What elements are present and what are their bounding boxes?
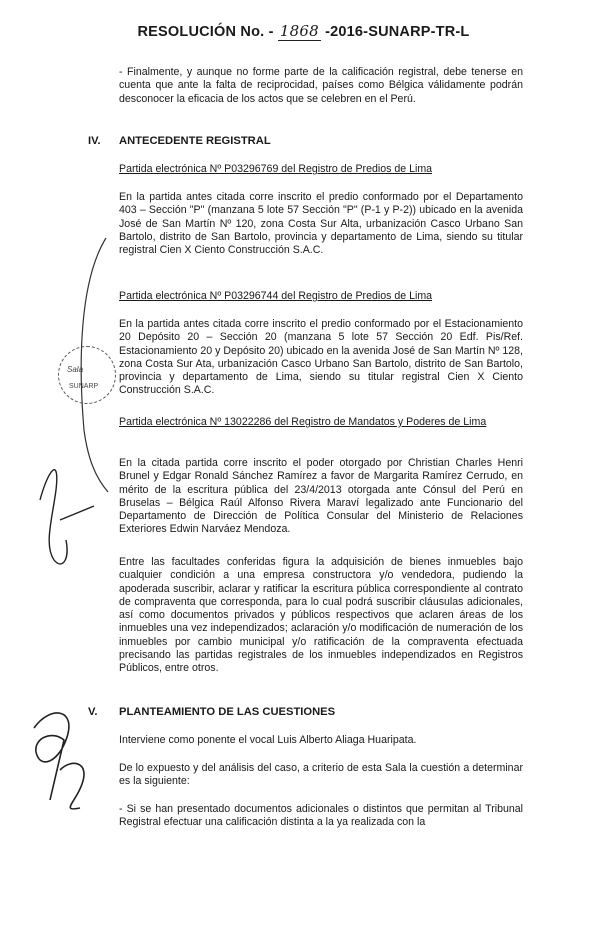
folio-number-92 (34, 713, 84, 809)
partida-1-heading: Partida electrónica Nº P03296769 del Registro de Predios de Lima (119, 163, 433, 175)
ponente-paragraph: Interviene como ponente el vocal Luis Alberto Aliaga Huaripata. (119, 734, 417, 746)
expuesto-paragraph: De lo expuesto y del análisis del caso, a criterio de esta Sala la cuestión a determinar es la siguiente: (119, 762, 523, 788)
partida-2-heading: Partida electrónica Nº P03296744 del Registro de Predios de Lima (119, 290, 433, 302)
initials-signature (40, 470, 94, 564)
partida-3-heading: Partida electrónica Nº 13022286 del Registro de Mandatos y Poderes de Lima (119, 416, 487, 428)
stamp-bottom-text: SUNARP (69, 383, 99, 390)
resolution-number-handwritten: 1868 (279, 22, 319, 40)
resolution-prefix: RESOLUCIÓN No. - (137, 24, 274, 40)
section-v-title: PLANTEAMIENTO DE LAS CUESTIONES (119, 706, 336, 718)
section-v-number: V. (88, 706, 98, 718)
stamp-top-text: Sala (67, 365, 84, 374)
resolution-suffix: -2016-SUNARP-TR-L (325, 24, 470, 40)
cuestion-paragraph: - Si se han presentado documentos adicionales o distintos que permitan al Tribunal Registral efectuar una calificación distinta a la ya realizada con la (119, 803, 523, 829)
margin-bracket-line (81, 238, 108, 492)
section-iv-title: ANTECEDENTE REGISTRAL (119, 135, 271, 147)
facultades-paragraph: Entre las facultades conferidas figura la adquisición de bienes inmuebles bajo cualquier condición a una empresa constructora y/o vendedora, pudiendo la apoderada suscribir, aclarar y ratificar la escritura pública correspondiente al contrato de compraventa que corresponda, para lo cual podrá suscribir cláusulas adicionales, así como documentos privados y públicos respectivos que aclaren áreas de los inmuebles una vez independizados; aclaración y/o modificación de numeración de los inmuebles por cambio municipal y/o ratificación de la compraventa efectuada precisando las partidas registrales de los inmuebles independizados en Registros Públicos, entre otros. (119, 556, 523, 675)
partida-3-text: En la citada partida corre inscrito el poder otorgado por Christian Charles Henri Brunel y Edgar Ronald Sánchez Ramírez a favor de Margarita Ramírez Cerrudo, en mérito de la escritura pública del 23/4/2013 otorgada ante Cónsul del Perú en Bruselas – Bélgica Raúl Alfonso Rivera Maraví legalizado ante Funcionario del Departamento de Dirección de Política Consular del Ministerio de Relaciones Exteriores Edwin Narváez Mendoza. (119, 457, 523, 536)
partida-2-text: En la partida antes citada corre inscrito el predio conformado por el Estacionamiento 20 Depósito 20 – Sección 20 (manzana 5 lote 57 Sección 20 Edf. Pis/Ref. Estacionamiento 20 y Depósito 20) ubicado en la avenida José de San Martín Nº 128, zona Costa Sur Ata, urbanización Casco Urbano San Bartolo, distrito de San Bartolo, provincia y departamento de Lima, siendo su titular registral Cien X Ciento Construcción S.A.C. (119, 318, 523, 397)
intro-paragraph: - Finalmente, y aunque no forme parte de la calificación registral, debe tenerse en cuenta que ante la falta de reciprocidad, países como Bélgica válidamente podrán desconocer la eficacia de los actos que se celebren en el Perú. (119, 66, 523, 105)
partida-1-text: En la partida antes citada corre inscrito el predio conformado por el Departamento 403 – Sección "P" (manzana 5 lote 57 Sección "P" (P-1 y P-2)) ubicado en la avenida José de San Martín Nº 120, zona Costa Sur Alta, urbanización Casco Urbano San Bartolo, distrito de San Bartolo, provincia y departamento de Lima, siendo su titular registral Cien X Ciento Construcción S.A.C. (119, 191, 523, 257)
section-iv-number: IV. (88, 135, 101, 147)
